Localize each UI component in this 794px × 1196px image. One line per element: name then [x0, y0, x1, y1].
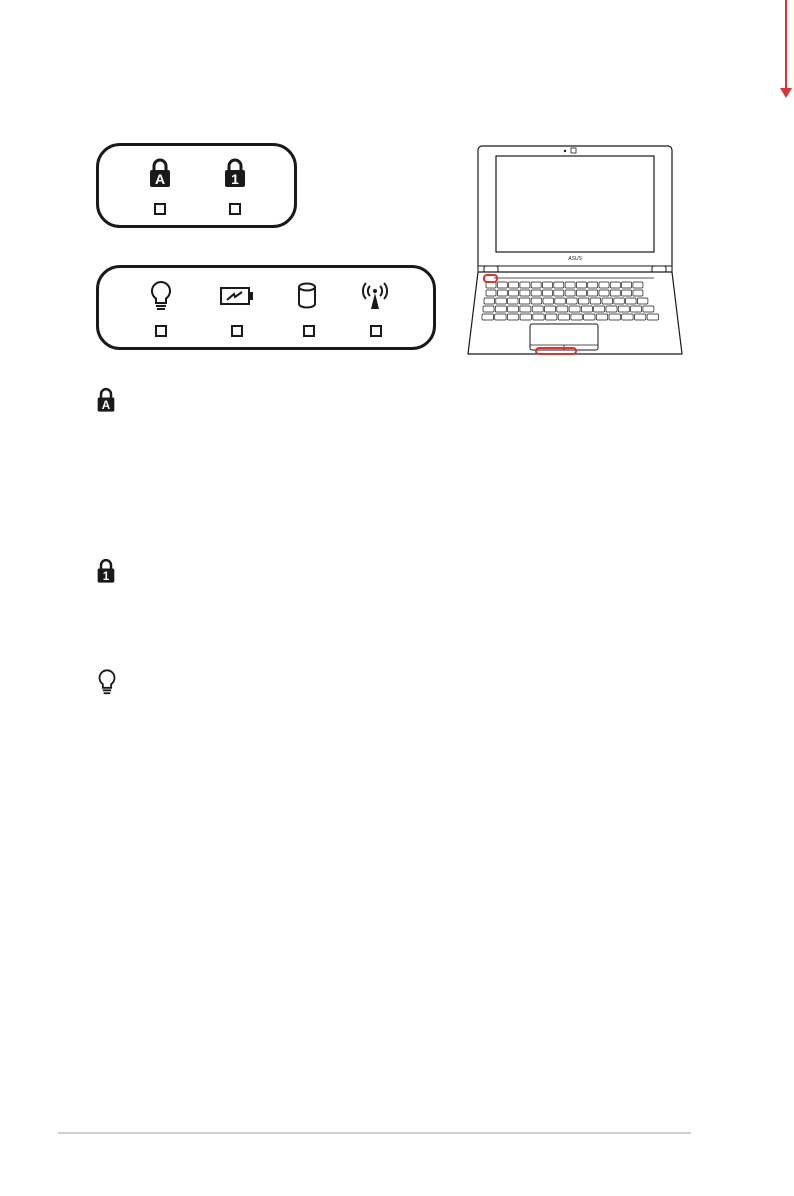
keyboard-key: [543, 298, 554, 304]
keyboard-key: [637, 298, 648, 304]
keyboard-key: [543, 290, 553, 296]
keyboard-key: [571, 314, 582, 320]
keyboard-key: [546, 314, 557, 320]
keyboard-key: [633, 290, 643, 296]
keyboard-key: [520, 314, 531, 320]
keyboard-key: [496, 298, 507, 304]
keyboard-key: [531, 282, 541, 288]
keyboard-key: [567, 298, 578, 304]
keyboard-key: [555, 298, 566, 304]
drive-led: [303, 325, 315, 337]
keyboard-key: [495, 314, 506, 320]
keyboard-key: [578, 298, 589, 304]
keyboard-key: [520, 306, 531, 312]
keyboard-key: [576, 282, 586, 288]
keyboard-key: [626, 298, 637, 304]
keyboard-key: [558, 314, 569, 320]
svg-text:A: A: [101, 399, 111, 413]
num-lock-led: [229, 203, 241, 215]
keyboard-key: [602, 298, 613, 304]
power-bulb-icon: [149, 280, 173, 312]
keyboard-key: [599, 290, 609, 296]
footer-rule: [58, 1132, 691, 1134]
keyboard-key: [606, 306, 617, 312]
svg-text:1: 1: [102, 570, 110, 584]
keyboard-key: [554, 290, 564, 296]
keyboard-key: [622, 282, 632, 288]
keyboard-key: [599, 282, 609, 288]
keyboard-key: [532, 306, 543, 312]
keyboard-key: [633, 282, 643, 288]
svg-text:1: 1: [231, 171, 239, 187]
indicator-panel-bottom: [96, 265, 436, 350]
keyboard-key: [557, 306, 568, 312]
keyboard-key: [588, 282, 598, 288]
battery-led: [231, 325, 243, 337]
laptop-illustration: [464, 142, 686, 360]
keyboard-key: [647, 314, 658, 320]
keyboard-key: [519, 298, 530, 304]
indicator-panel-top: [96, 143, 297, 228]
keyboard-key: [520, 290, 530, 296]
keyboard-key: [483, 306, 494, 312]
battery-charge-icon: [219, 285, 255, 307]
caps-lock-icon: [148, 158, 172, 188]
wireless-icon: [361, 281, 389, 311]
keyboard-key: [590, 298, 601, 304]
keyboard-key: [520, 282, 530, 288]
keyboard-key: [576, 290, 586, 296]
keyboard-key: [508, 298, 518, 304]
keyboard-key: [484, 298, 495, 304]
laptop-brand-logo: ASUS: [568, 256, 582, 262]
drive-activity-icon: [296, 281, 318, 311]
keyboard-key: [543, 282, 553, 288]
keyboard-key: [509, 282, 519, 288]
wireless-led: [370, 325, 382, 337]
keyboard-key: [634, 314, 645, 320]
keyboard-key: [610, 282, 620, 288]
keyboard-key: [596, 314, 607, 320]
keyboard-key: [618, 306, 629, 312]
keyboard-key: [554, 282, 564, 288]
keyboard-key: [622, 290, 632, 296]
caps-lock-led: [154, 203, 166, 215]
page-edge-marker-line: [785, 0, 787, 92]
keyboard-key: [507, 314, 518, 320]
keyboard-key: [531, 290, 541, 296]
legend-caps-lock-icon: [96, 387, 116, 413]
keyboard-key: [531, 298, 542, 304]
keyboard-key: [565, 282, 575, 288]
keyboard-key: [508, 306, 519, 312]
keyboard-key: [533, 314, 544, 320]
keyboard-key: [584, 314, 595, 320]
keyboard-key: [594, 306, 605, 312]
keyboard-key: [588, 290, 598, 296]
keyboard-key: [482, 314, 493, 320]
keyboard-key: [609, 314, 620, 320]
keyboard-key: [581, 306, 592, 312]
keyboard-key: [509, 290, 519, 296]
keyboard-key: [486, 290, 496, 296]
keyboard-key: [610, 290, 620, 296]
keyboard-key: [614, 298, 625, 304]
power-led: [155, 325, 167, 337]
keyboard-key: [569, 306, 580, 312]
keyboard-key: [495, 306, 506, 312]
legend-power-bulb-icon: [97, 668, 117, 696]
svg-text:A: A: [154, 171, 166, 187]
legend-num-lock-icon: [96, 558, 116, 584]
keyboard-key: [545, 306, 556, 312]
keyboard-key: [565, 290, 575, 296]
keyboard-key: [497, 282, 507, 288]
keyboard-key: [497, 290, 507, 296]
num-lock-icon: [223, 158, 247, 188]
keyboard-key: [643, 306, 654, 312]
keyboard-key: [622, 314, 633, 320]
keyboard-key: [631, 306, 642, 312]
page-edge-marker-arrow: [780, 88, 792, 98]
